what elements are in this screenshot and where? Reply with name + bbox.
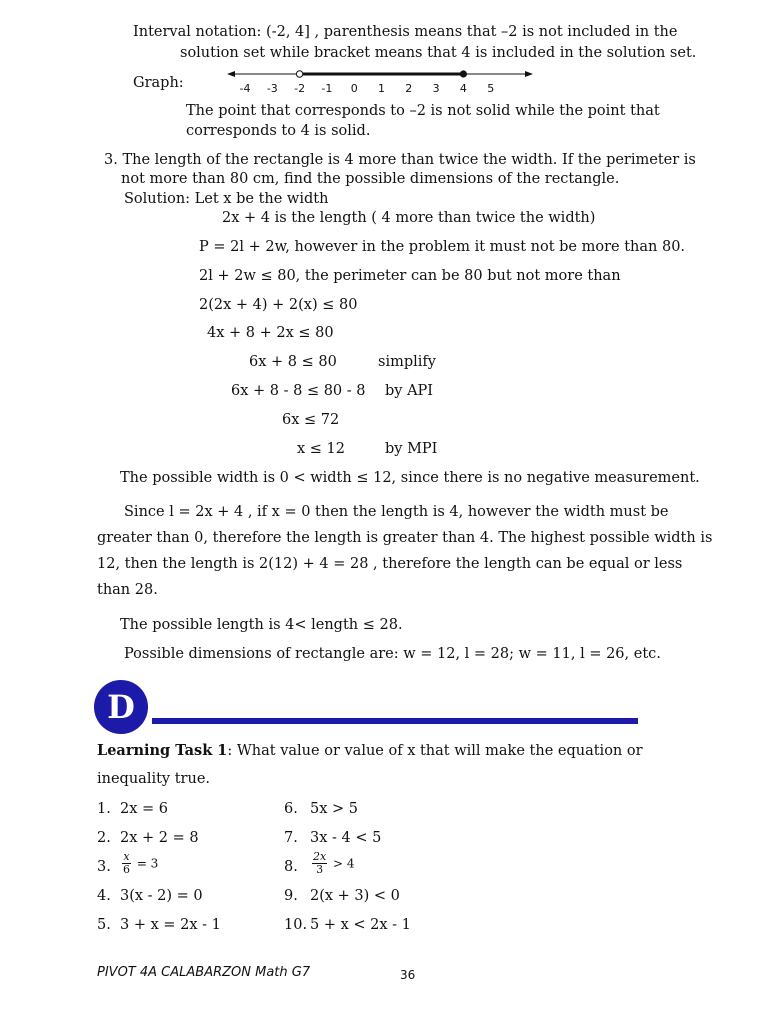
task-item-number: 1. xyxy=(97,801,111,817)
fraction-numerator: 2x xyxy=(313,850,327,863)
length-explanation-line-2: greater than 0, therefore the length is greater than 4. The highest possible width is xyxy=(97,530,713,546)
fraction-denominator: 3 xyxy=(316,863,324,876)
interval-notation-line-1: Interval notation: (-2, 4] , parenthesis means that –2 is not included in the xyxy=(133,24,678,40)
task-item-number: 4. xyxy=(97,888,111,904)
step-perimeter-inequality: 2l + 2w ≤ 80, the perimeter can be 80 but not more than xyxy=(199,268,621,284)
task-item-number: 8. xyxy=(284,859,298,875)
fraction xyxy=(122,851,131,876)
problem-3-line-2: not more than 80 cm, find the possible dimensions of the rectangle. xyxy=(121,171,620,187)
step-result-6x: 6x ≤ 72 xyxy=(282,412,340,428)
tick-label: 0 xyxy=(350,82,358,95)
task-item-number: 9. xyxy=(284,888,298,904)
fraction-numerator: x xyxy=(123,850,130,863)
length-explanation-line-4: than 28. xyxy=(97,582,158,598)
tick-label: -4 xyxy=(239,82,251,95)
page-number: 36 xyxy=(400,968,416,982)
task-item-number: 3. xyxy=(97,859,111,875)
solution-label: Solution: Let x be the width xyxy=(124,191,329,207)
task-item-expression: 3(x - 2) = 0 xyxy=(120,888,203,904)
graph-note-line-1: The point that corresponds to –2 is not solid while the point that xyxy=(186,103,660,119)
tick-label: 3 xyxy=(432,82,440,95)
section-letter: D xyxy=(107,688,135,726)
tick-label: 2 xyxy=(405,82,413,95)
task-item-expression: 3 + x = 2x - 1 xyxy=(120,917,221,933)
step-distribute: 4x + 8 + 2x ≤ 80 xyxy=(207,325,334,341)
task-item-number: 7. xyxy=(284,830,298,846)
length-explanation-line-3: 12, then the length is 2(12) + 4 = 28 , therefore the length can be equal or less xyxy=(97,556,683,572)
task-item-number: 2. xyxy=(97,830,111,846)
graph-note-line-2: corresponds to 4 is solid. xyxy=(186,123,371,139)
footer-title: PIVOT 4A CALABARZON Math G7 xyxy=(97,965,311,980)
left-arrow-icon xyxy=(227,71,235,77)
tick-label: 4 xyxy=(459,82,467,95)
possible-width: The possible width is 0 < width ≤ 12, since there is no negative measurement. xyxy=(120,470,700,486)
task-item-expression xyxy=(120,851,158,876)
right-arrow-icon xyxy=(525,71,533,77)
task-item-number: 5. xyxy=(97,917,111,933)
task-item-expression: 2(x + 3) < 0 xyxy=(310,888,400,904)
fraction xyxy=(312,851,327,876)
section-d-badge xyxy=(94,680,148,734)
closed-endpoint xyxy=(460,70,467,77)
possible-dimensions: Possible dimensions of rectangle are: w = 12, l = 28; w = 11, l = 26, etc. xyxy=(124,646,661,662)
solution-length-definition: 2x + 4 is the length ( 4 more than twice the width) xyxy=(222,210,596,226)
interval-notation-line-2: solution set while bracket means that 4 is included in the solution set. xyxy=(180,45,697,61)
step-api-note: by API xyxy=(385,383,434,399)
section-d-rule xyxy=(152,718,638,724)
learning-task-title: Learning Task 1 xyxy=(97,742,228,759)
fraction-denominator: 6 xyxy=(123,863,130,876)
learning-task-question: : What value or value of x that will make the equation or xyxy=(227,743,643,759)
open-endpoint xyxy=(296,71,302,77)
tick-label: -1 xyxy=(321,82,333,95)
tick-label: -2 xyxy=(294,82,306,95)
possible-length: The possible length is 4< length ≤ 28. xyxy=(120,617,403,633)
fraction-rest: = 3 xyxy=(133,856,159,871)
learning-task-intro-line-2: inequality true. xyxy=(97,771,211,787)
tick-label: 5 xyxy=(487,82,495,95)
tick-label: 1 xyxy=(378,82,385,95)
step-perimeter-formula: P = 2l + 2w, however in the problem it must not be more than 80. xyxy=(199,239,686,255)
task-item-number: 6. xyxy=(284,801,298,817)
problem-3-line-1: 3. The length of the rectangle is 4 more than twice the width. If the perimeter is xyxy=(104,152,696,168)
task-item-expression xyxy=(310,851,355,876)
fraction-rest: > 4 xyxy=(329,856,355,871)
tick-label: -3 xyxy=(266,82,278,95)
task-item-expression: 5x > 5 xyxy=(310,801,358,817)
step-substitution: 2(2x + 4) + 2(x) ≤ 80 xyxy=(199,297,358,313)
task-item-expression: 2x = 6 xyxy=(120,801,168,817)
learning-task-intro xyxy=(97,742,643,760)
number-line-graph xyxy=(225,64,535,100)
length-explanation-line-1: Since l = 2x + 4 , if x = 0 then the length is 4, however the width must be xyxy=(124,504,669,520)
graph-label: Graph: xyxy=(133,75,184,91)
task-item-expression: 3x - 4 < 5 xyxy=(310,830,382,846)
task-item-expression: 2x + 2 = 8 xyxy=(120,830,199,846)
step-simplify-note: simplify xyxy=(378,354,436,370)
task-item-number: 10. xyxy=(284,917,308,933)
step-api: 6x + 8 - 8 ≤ 80 - 8 xyxy=(231,383,366,399)
step-result-x: x ≤ 12 xyxy=(297,441,345,457)
task-item-expression: 5 + x < 2x - 1 xyxy=(310,917,411,933)
step-simplify: 6x + 8 ≤ 80 xyxy=(249,354,337,370)
step-mpi-note: by MPI xyxy=(385,441,438,457)
